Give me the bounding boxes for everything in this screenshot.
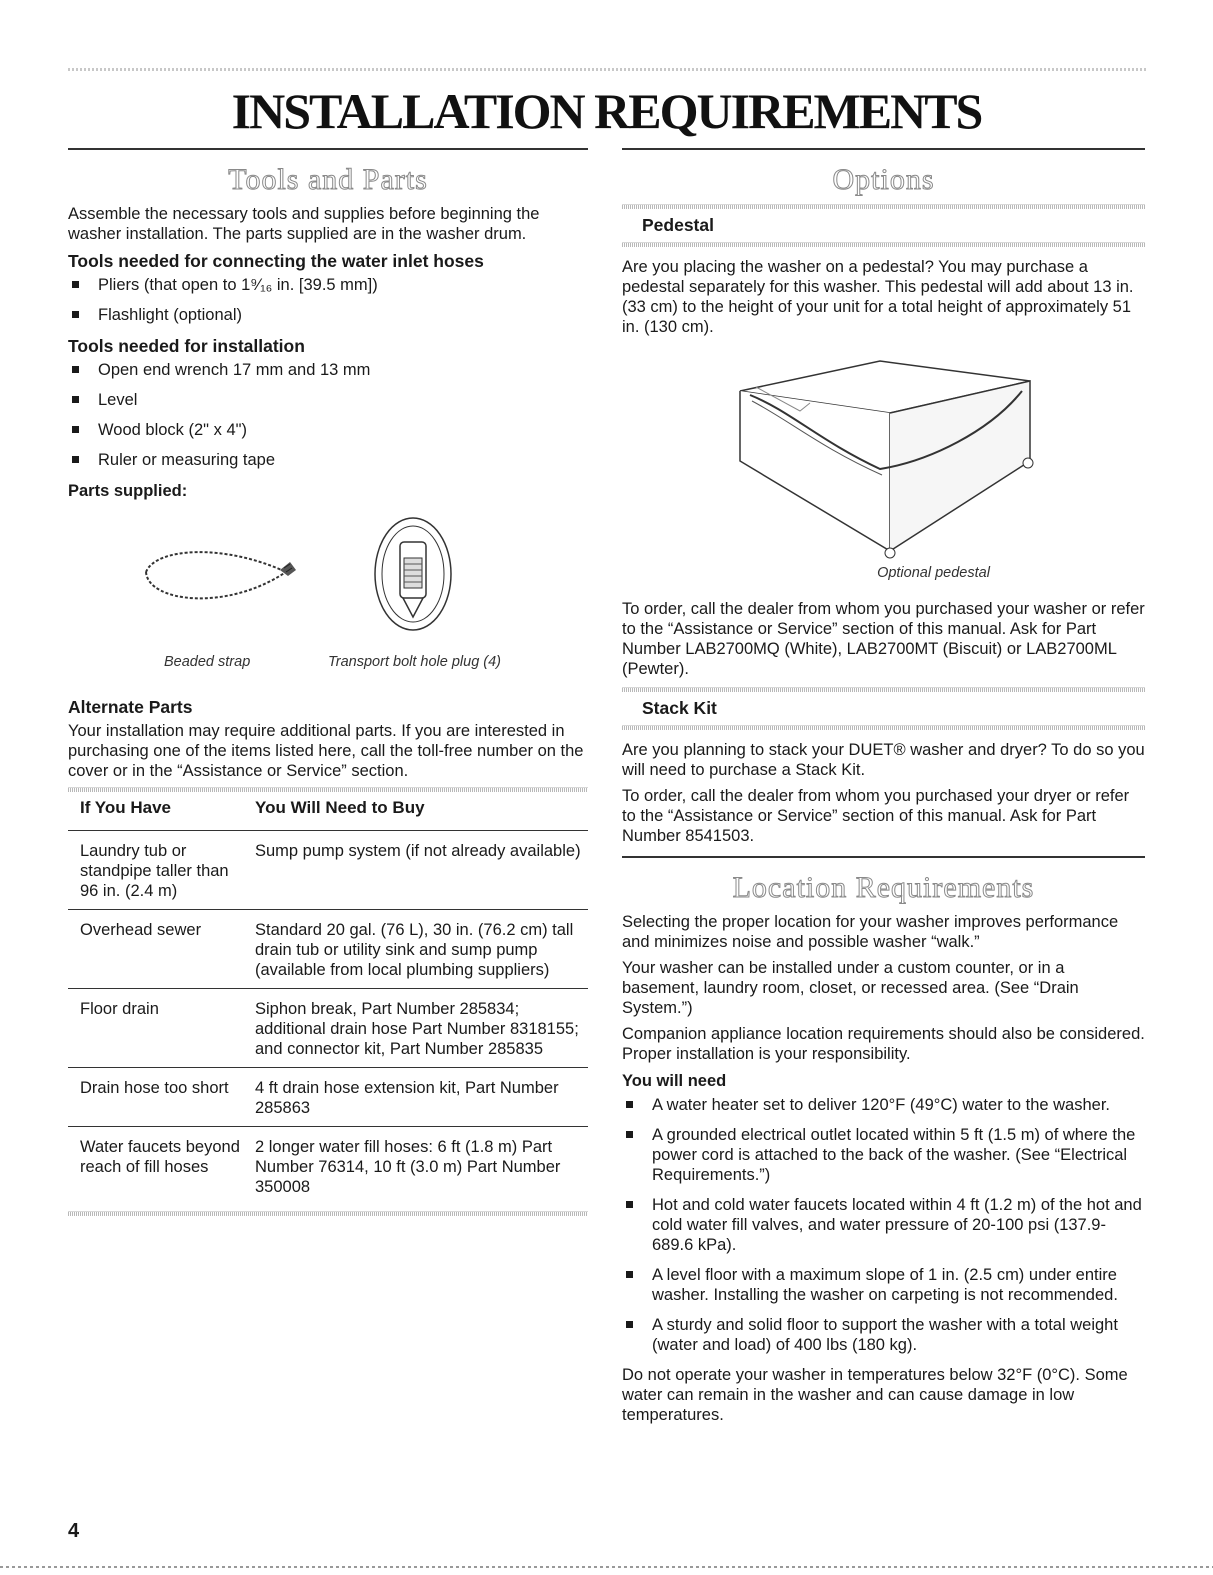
left-column — [68, 148, 588, 1216]
list-item: Pliers (that open to 1⁹⁄₁₆ in. [39.5 mm]) — [68, 275, 588, 295]
section-rule — [622, 148, 1145, 150]
col-header-buy: You Will Need to Buy — [243, 792, 588, 831]
table-row — [68, 1068, 588, 1127]
list-item: Level — [68, 390, 588, 410]
install-tools-heading: Tools needed for installation — [68, 336, 305, 356]
list-item: A sturdy and solid floor to support the washer with a total weight (water and load) of 400 lbs (180 kg). — [622, 1315, 1145, 1355]
table-row — [68, 831, 588, 910]
section-rule — [68, 148, 588, 150]
stack-bottom-rule — [622, 725, 1145, 730]
cell-buy: 4 ft drain hose extension kit, Part Number 285863 — [243, 1068, 588, 1127]
pedestal-order: To order, call the dealer from whom you purchased your washer or refer to the “Assistance or Service” section of this manual. Ask for Part Number LAB2700MQ (White), LAB2700MT (Biscuit) or LAB2700ML (Pewter). — [622, 600, 1145, 678]
location-p2: Your washer can be installed under a custom counter, or in a basement, laundry room, closet, or recessed area. (See “Drain System.”) — [622, 959, 1079, 1017]
cell-have: Floor drain — [68, 989, 243, 1068]
pedestal-text: Are you placing the washer on a pedestal? You may purchase a pedestal separately for this washer. This pedestal will add about 13 in. (33 cm) to the height of your unit for a total height of approximately 51 in. (130 cm). — [622, 258, 1134, 336]
table-bottom-rule — [68, 1211, 588, 1216]
alternate-parts-heading: Alternate Parts — [68, 697, 193, 717]
table-row — [68, 910, 588, 989]
requirements-list — [622, 1095, 1145, 1355]
transport-bolt-hole-plug-illustration — [368, 512, 458, 637]
stack-kit-heading: Stack Kit — [642, 698, 717, 718]
cell-buy: Siphon break, Part Number 285834; additional drain hose Part Number 8318155; and connector kit, Part Number 285835 — [243, 989, 588, 1068]
beaded-strap-caption: Beaded strap — [164, 654, 251, 670]
beaded-strap-illustration — [136, 542, 306, 622]
stack-order: To order, call the dealer from whom you purchased your dryer or refer to the “Assistance or Service” section of this manual. Ask for Part Number 8541503. — [622, 787, 1130, 845]
pedestal-illustration — [730, 351, 1050, 561]
list-item: Hot and cold water faucets located within 4 ft (1.2 m) of the hot and cold water fill valves, and water pressure of 20-100 psi (137.9-689.6 kPa). — [622, 1195, 1145, 1255]
table-row — [68, 989, 588, 1068]
location-p1: Selecting the proper location for your washer improves performance and minimizes noise and possible washer “walk.” — [622, 913, 1119, 951]
list-item: Flashlight (optional) — [68, 305, 588, 325]
location-heading: Location Requirements — [732, 871, 1035, 904]
location-p3: Companion appliance location requirements should also be considered. Proper installation is your responsibility. — [622, 1025, 1145, 1063]
page-title: INSTALLATION REQUIREMENTS — [231, 83, 982, 139]
col-header-have: If You Have — [68, 792, 243, 831]
cell-have: Overhead sewer — [68, 910, 243, 989]
options-heading: Options — [832, 163, 935, 196]
inlet-tools-list — [68, 275, 588, 325]
cell-have: Laundry tub or standpipe taller than 96 in. (2.4 m) — [68, 831, 243, 910]
list-item: A level floor with a maximum slope of 1 in. (2.5 cm) under entire washer. Installing the washer on carpeting is not recommended. — [622, 1265, 1145, 1305]
top-dotted-rule — [68, 68, 1148, 71]
list-item: Open end wrench 17 mm and 13 mm — [68, 360, 588, 380]
bottom-dotted-rule — [0, 1566, 1213, 1568]
right-column — [622, 148, 1145, 1431]
parts-supplied-heading: Parts supplied: — [68, 482, 188, 500]
cell-buy: Standard 20 gal. (76 L), 30 in. (76.2 cm) tall drain tub or utility sink and sump pump (available from local plumbing suppliers) — [243, 910, 588, 989]
pedestal-bottom-rule — [622, 242, 1145, 247]
install-tools-list — [68, 360, 588, 470]
list-item: A grounded electrical outlet located within 5 ft (1.5 m) of where the power cord is attached to the back of the washer. (See “Electrical Requirements.”) — [622, 1125, 1145, 1185]
table-row — [68, 1127, 588, 1206]
list-item: A water heater set to deliver 120°F (49°C) water to the washer. — [622, 1095, 1145, 1115]
page-number: 4 — [68, 1520, 80, 1542]
cell-have: Drain hose too short — [68, 1068, 243, 1127]
alternate-parts-intro: Your installation may require additional parts. If you are interested in purchasing one of the items listed here, call the toll-free number on the cover or in the “Assistance or Service” section. — [68, 722, 584, 780]
tools-intro: Assemble the necessary tools and supplies before beginning the washer installation. The parts supplied are in the washer drum. — [68, 205, 540, 243]
bolt-plug-caption: Transport bolt hole plug (4) — [328, 654, 502, 670]
list-item: Ruler or measuring tape — [68, 450, 588, 470]
stack-text: Are you planning to stack your DUET® washer and dryer? To do so you will need to purchase a Stack Kit. — [622, 741, 1145, 779]
pedestal-caption: Optional pedestal — [877, 565, 990, 581]
section-rule — [622, 856, 1145, 858]
cell-have: Water faucets beyond reach of fill hoses — [80, 1138, 240, 1176]
alternate-parts-table — [68, 792, 588, 1205]
location-closing: Do not operate your washer in temperatures below 32°F (0°C). Some water can remain in the washer and can cause damage in low temperatures. — [622, 1366, 1128, 1424]
you-will-need-heading: You will need — [622, 1072, 727, 1090]
tools-parts-heading: Tools and Parts — [228, 163, 428, 196]
parts-figures — [68, 512, 588, 652]
table-header-row — [68, 792, 588, 831]
list-item: Wood block (2" x 4") — [68, 420, 588, 440]
cell-buy: Sump pump system (if not already available) — [243, 831, 588, 910]
cell-buy: 2 longer water fill hoses: 6 ft (1.8 m) Part Number 76314, 10 ft (3.0 m) Part Number 350008 — [255, 1138, 561, 1196]
inlet-tools-heading: Tools needed for connecting the water inlet hoses — [68, 251, 484, 271]
pedestal-heading: Pedestal — [642, 215, 714, 235]
